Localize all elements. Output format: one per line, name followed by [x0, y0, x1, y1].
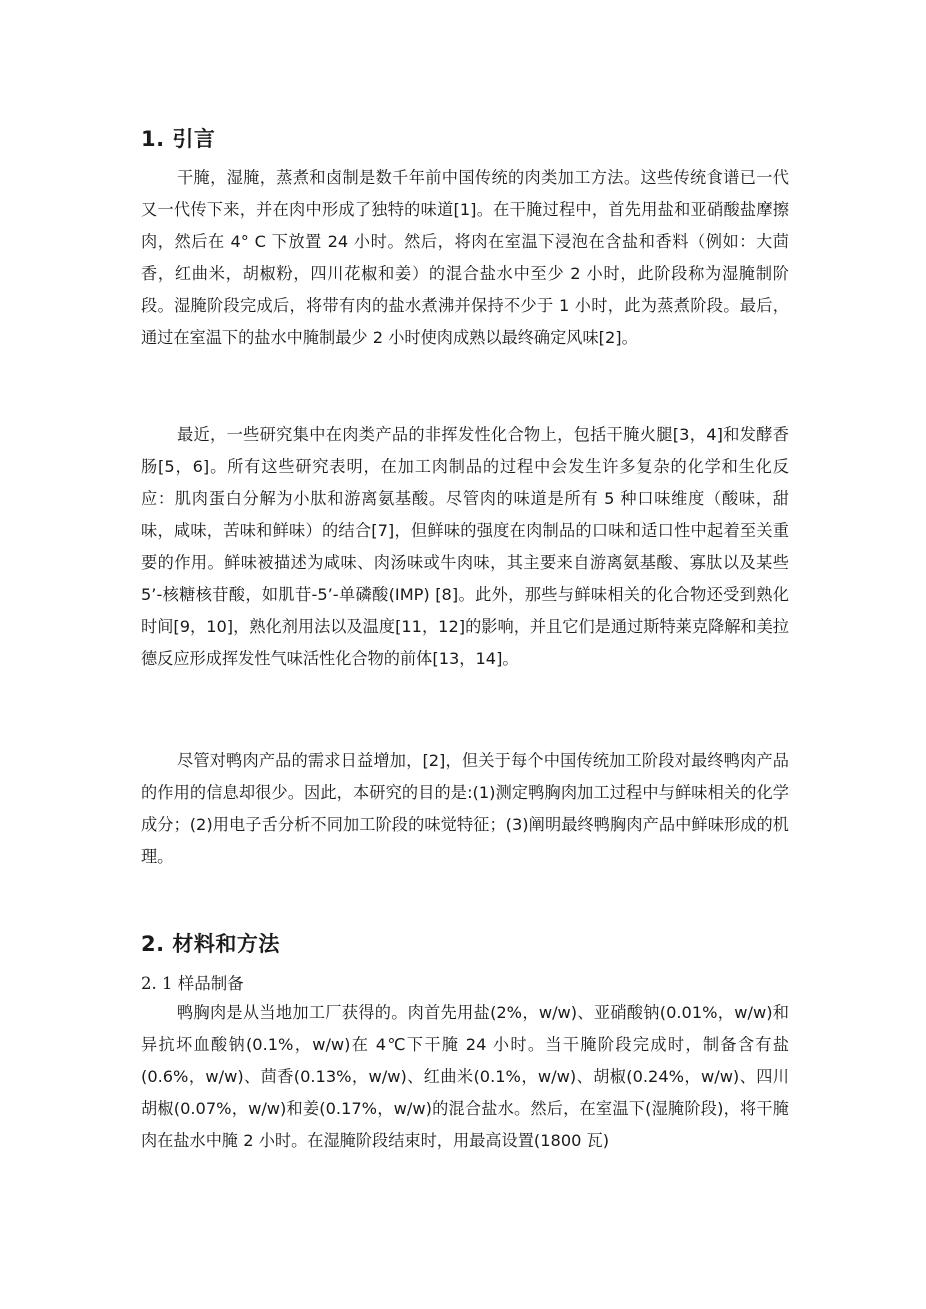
subsection-heading-sample-preparation: 2. 1 样品制备 — [141, 974, 244, 993]
paragraph: 尽管对鸭肉产品的需求日益增加，[2]，但关于每个中国传统加工阶段对最终鸭肉产品的作用的信息却很少。因此，本研究的目的是:(1)测定鸭胸肉加工过程中与鲜味相关的化学成分；(2)用电子舌分析不同加工阶段的味觉特征；(3)阐明最终鸭胸肉产品中鲜味形成的机理。 — [141, 751, 789, 866]
section-heading-introduction: 1. 引言 — [141, 127, 216, 151]
paragraph: 最近，一些研究集中在肉类产品的非挥发性化合物上，包括干腌火腿[3，4]和发酵香肠[5，6]。所有这些研究表明，在加工肉制品的过程中会发生许多复杂的化学和生化反应：肌肉蛋白分解为小肽和游离氨基酸。尽管肉的味道是所有 5 种口味维度（酸味，甜味，咸味，苦味和鲜味）的结合[7]，但鲜味的强度在肉制品的口味和适口性中起着至关重要的作用。鲜味被描述为咸味、肉汤味或牛肉味，其主要来自游离氨基酸、寡肽以及某些 5’-核糖核苷酸，如肌苷-5’-单磷酸(IMP) [8]。此外，那些与鲜味相关的化合物还受到熟化时间[9，10]，熟化剂用法以及温度[11，12]的影响，并且它们是通过斯特莱克降解和美拉德反应形成挥发性气味活性化合物的前体[13，14]。 — [141, 425, 789, 668]
paragraph: 鸭胸肉是从当地加工厂获得的。肉首先用盐(2%，w/w)、亚硝酸钠(0.01%，w/w)和异抗坏血酸钠(0.1%，w/w)在 4℃下干腌 24 小时。当干腌阶段完成时，制备含有盐(0.6%，w/w)、茴香(0.13%，w/w)、红曲米(0.1%，w/w)、胡椒(0.24%，w/w)、四川胡椒(0.07%，w/w)和姜(0.17%，w/w)的混合盐水。然后，在室温下(湿腌阶段)，将干腌肉在盐水中腌 2 小时。在湿腌阶段结束时，用最高设置(1800 瓦) — [141, 1003, 789, 1150]
section-heading-materials-methods: 2. 材料和方法 — [141, 932, 280, 956]
paragraph: 干腌，湿腌，蒸煮和卤制是数千年前中国传统的肉类加工方法。这些传统食谱已一代又一代传下来，并在肉中形成了独特的味道[1]。在干腌过程中，首先用盐和亚硝酸盐摩擦肉，然后在 4° C 下放置 24 小时。然后，将肉在室温下浸泡在含盐和香料（例如：大茴香，红曲米，胡椒粉，四川花椒和姜）的混合盐水中至少 2 小时，此阶段称为湿腌制阶段。湿腌阶段完成后，将带有肉的盐水煮沸并保持不少于 1 小时，此为蒸煮阶段。最后，通过在室温下的盐水中腌制最少 2 小时使肉成熟以最终确定风味[2]。 — [141, 168, 789, 347]
